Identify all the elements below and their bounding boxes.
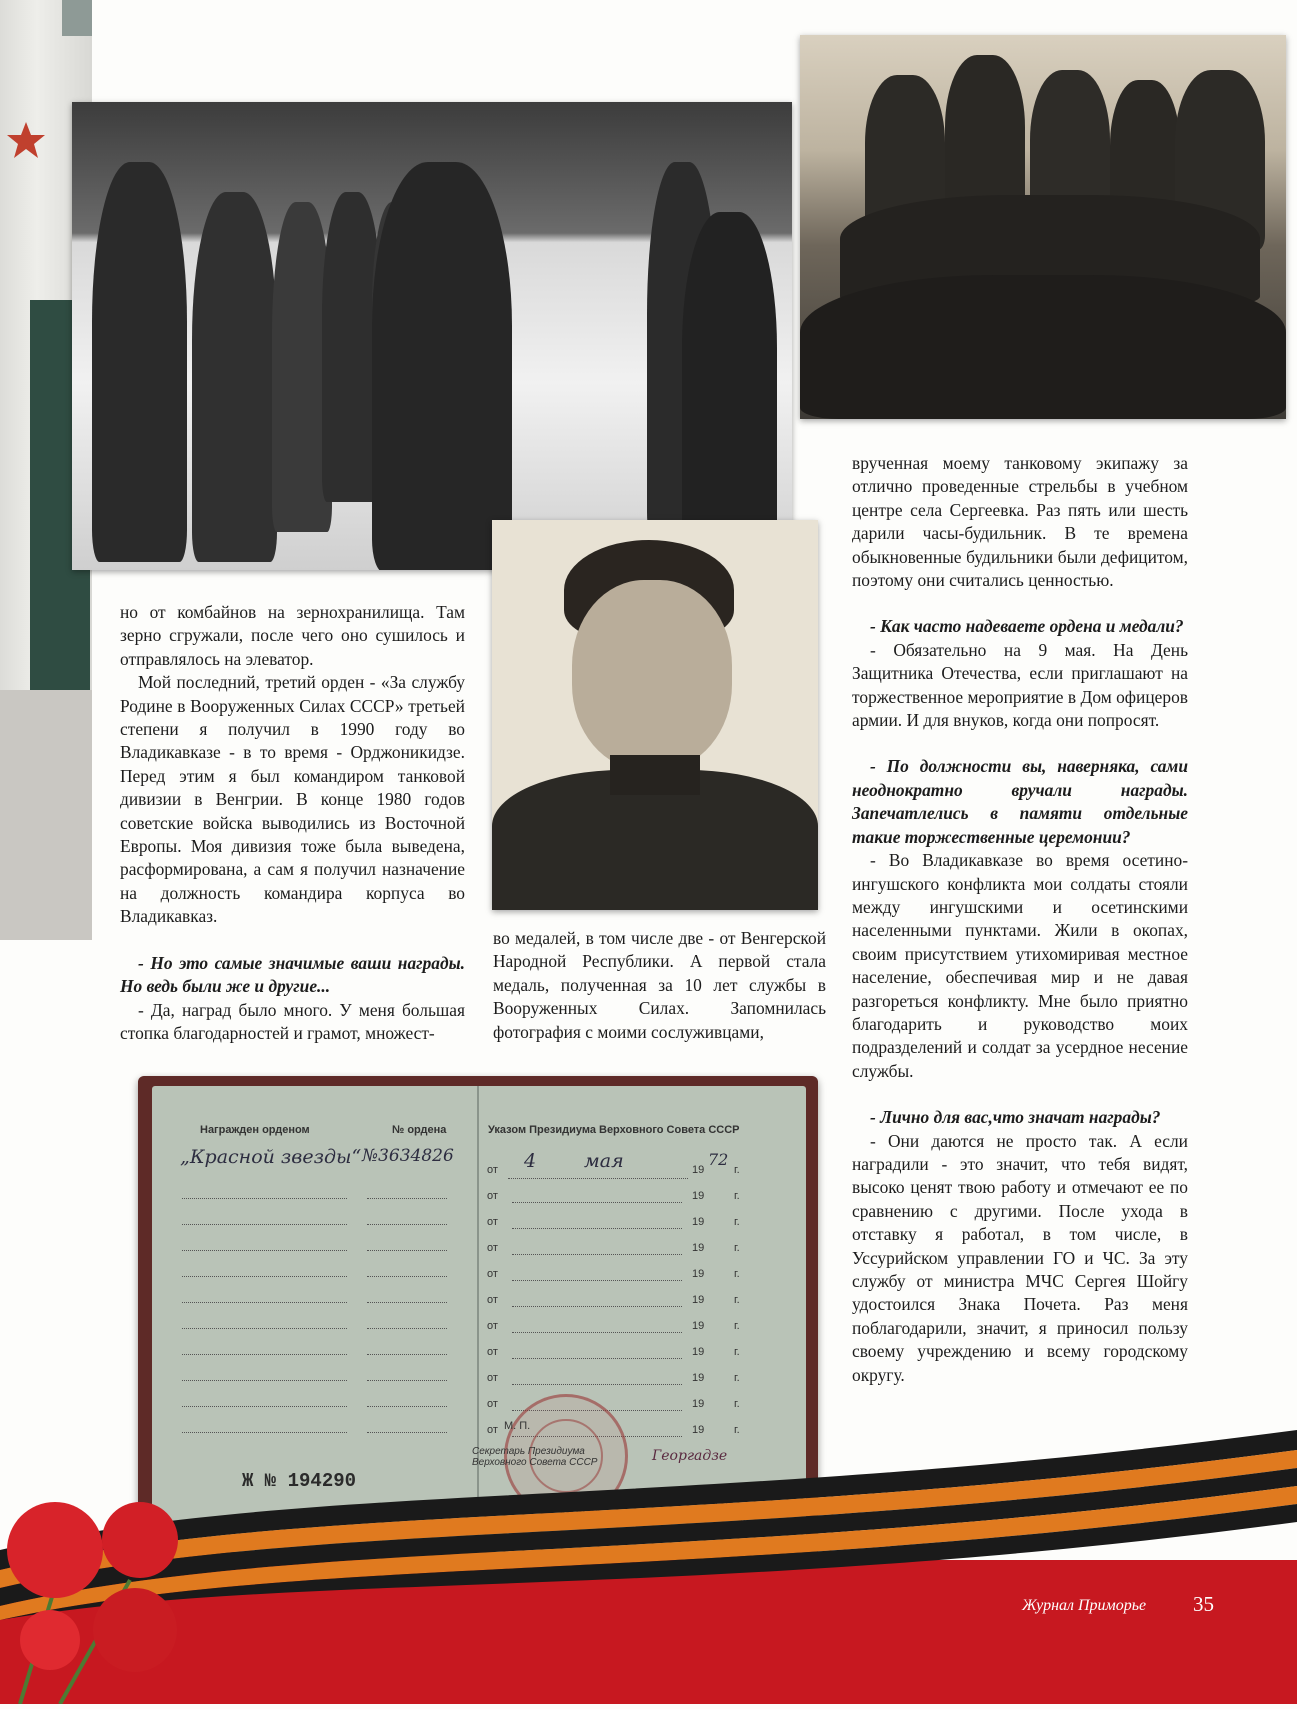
interview-question: - Лично для вас,что значат награды?: [870, 1107, 1161, 1128]
label-decree: Указом Президиума Верховного Совета СССР: [488, 1124, 740, 1136]
paragraph: Мой последний, третий орден - «За службу Родине в Вооруженных Силах СССР» третьей степени я получил в 1990 году во Владикавказе - в то время - Орджоникидзе. Перед этим я был командиром танковой дивизии в Венгрии. В конце 1980 годов советские войска выводились из Восточной Европы. Моя дивизия тоже была выведена, расформирована, а сам я получил назначение на должность командира корпуса во Владикавказ.: [120, 672, 465, 927]
article-column-middle: [493, 927, 826, 1044]
document-pages: Награжден орденом № ордена „Красной звезды“ №3634826 Ж № 194290 Указом Президиума Верховного Совета СССР от 4 мая 19 72 г. от 19 г. от 19 г. от 19 г. от 19 г. от 19 г. от 19 г. от 19 г. от 19 г. от 19 г. от 19 г. М. П. Секретарь Президиума Верховного Совета СССР Георгадзе: [152, 1086, 806, 1552]
mp-label: М. П.: [504, 1420, 531, 1432]
paragraph: - Да, наград было много. У меня большая стопка благодарностей и грамот, множест-: [120, 999, 465, 1043]
order-name: „Красной звезды“: [180, 1146, 362, 1168]
interview-question: - По должности вы, наверняка, сами неоднократно вручали награды. Запечатлелись в памяти отдельные такие торжественные церемонии?: [852, 756, 1188, 847]
photo-group-soldiers: [800, 35, 1286, 419]
label-order-number: № ордена: [392, 1124, 447, 1136]
signature: Георгадзе: [652, 1448, 728, 1464]
article-column-right: [852, 452, 1188, 1387]
paragraph: - Обязательно на 9 мая. На День Защитника Отечества, если приглашают на торжественное мероприятие в Дом офицеров армии. И для внуков, когда они попросят.: [852, 639, 1188, 731]
decree-month: мая: [584, 1150, 624, 1172]
article-column-left: [120, 601, 465, 1045]
red-carnations: [0, 1490, 210, 1704]
building-floor: [0, 690, 92, 940]
photo-award-ceremony: [72, 102, 792, 570]
paragraph: - Во Владикавказе во время осетино-ингушского конфликта мои солдаты стояли между ингушскими и осетинскими населенными пунктами. Жили в окопах, своим присутствием утихомиривая местное население, обеспечивая мир и не давая разгореться конфликту. Мне было приятно благодарить и руководство моих подразделений и солдат за усердное несение службы.: [852, 850, 1188, 1081]
paragraph: во медалей, в том числе две - от Венгерской Народной Республики. А первой стала медаль, полученная за 10 лет службы в Вооруженных Силах. Запомнилась фотография с моими сослуживцами,: [493, 928, 826, 1042]
decree-year: 72: [708, 1150, 729, 1169]
interview-question: - Но это самые значимые ваши награды. Но ведь были же и другие...: [120, 952, 465, 997]
paragraph: но от комбайнов на зернохранилища. Там зерно сгружали, после чего оно сушилось и отправлялось на элеватор.: [120, 602, 465, 669]
label-order: Награжден орденом: [200, 1124, 310, 1136]
document-serial-number: Ж № 194290: [242, 1470, 357, 1492]
magazine-title: Журнал Приморье: [1022, 1597, 1147, 1614]
order-number: №3634826: [362, 1146, 454, 1166]
paragraph: - Они даются не просто так. А если наградили - это значит, что тебя видят, высоко ценят твою работу и отмечают ее по сравнению с другими. После ухода в отставку я работал, в том числе, в Уссурийском управлении ГО и ЧС. За эту службу от министра МЧС Сергея Шойгу удостоился Знака Почета. Раз меня поблагодарили, значит, я приносил пользу своему учреждению и всему городскому округу.: [852, 1130, 1188, 1385]
page-number: 35: [1193, 1592, 1214, 1616]
decree-day: 4: [524, 1150, 537, 1172]
paragraph: врученная моему танковому экипажу за отлично проведенные стрельбы в учебном центре села Сергеевка. Раз пять или шесть дарили часы-будильник. В те времена обыкновенные будильники были дефицитом, поэтому они считались ценностью.: [852, 453, 1188, 591]
building-window: [62, 0, 92, 36]
interview-question: - Как часто надеваете ордена и медали?: [870, 616, 1184, 637]
secretary-label: Секретарь Президиума Верховного Совета СССР: [472, 1446, 598, 1468]
red-star-icon: [6, 120, 46, 160]
photo-portrait: [492, 520, 818, 910]
